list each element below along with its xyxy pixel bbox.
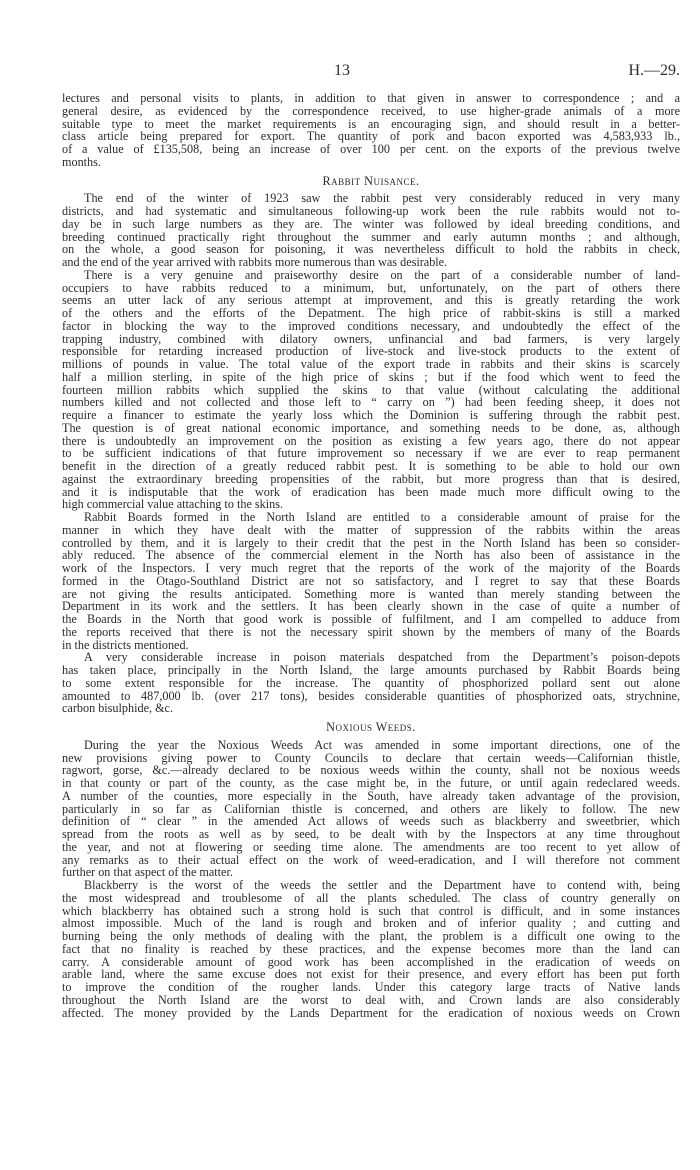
text-line: benefit in the direction of a greatly reduced rabbit pest. It is something to be able to hold our own — [62, 459, 680, 473]
paragraph — [62, 739, 680, 879]
text-line: carry. A considerable amount of good work has been accomplished in the eradication of weeds on — [62, 954, 680, 969]
text-line: to improve the condition of the rougher lands. Under this category large tracts of Native lands — [62, 980, 680, 994]
text-line: the year, and not at flowering or seeding time alone. The amendments are too recent to yet allow of — [62, 839, 680, 854]
text-line: ably reduced. The absence of the commercial element in the North has also been of assistance in the — [62, 548, 680, 563]
text-line: on the whole, a good season for poisoning, it was nevertheless difficult to hold the rabbits in check, — [62, 242, 680, 257]
text-line: Blackberry is the worst of the weeds the settler and the Department have to contend with, being — [84, 878, 680, 892]
text-line: millions of pounds in value. The total value of the export trade in rabbits and their skins is scarcely — [62, 357, 680, 371]
document-body — [62, 92, 680, 1019]
text-line: the most widespread and troublesome of all the plants scheduled. The class of country generally on — [62, 890, 680, 905]
text-line: seems an utter lack of any serious attempt at improvement, and this is greatly retarding the work — [62, 293, 680, 308]
text-line: require a financer to estimate the yearly loss which the Dominion is suffering through the rabbit pest. — [62, 408, 680, 422]
text-line: fact that no finality is reached by these practices, and the expense becomes more than the land can — [62, 941, 680, 956]
text-line: Department in its work and the settlers. It has been clearly shown in the case of quite a number of — [62, 599, 680, 614]
text-line: new provisions giving power to County Councils to declare that certain weeds—Californian thistle, — [62, 750, 680, 765]
document-reference: H.—29. — [628, 62, 680, 79]
text-line: controlled by them, and it is largely to their credit that the pest in the North Island has been so consider- — [62, 535, 680, 550]
text-line: high commercial value attaching to the skins. — [62, 497, 284, 512]
paragraph — [62, 269, 680, 511]
text-line: fourteen million rabbits which supplied the skins to that value (without calculating the additional — [62, 382, 680, 397]
text-line: breeding continued practically right throughout the summer and early autumn months ; and although, — [62, 229, 680, 244]
text-line: trapping industry, combined with dilatory owners, unfinancial and bad farmers, is very largely — [62, 331, 680, 346]
text-line: general desire, as evidenced by the correspondence received, to use higher-grade animals of a more — [62, 103, 680, 118]
text-line: arable land, where the same excuse does not exist for their presence, and every effort has been put forth — [62, 967, 680, 982]
paragraph — [62, 192, 680, 269]
text-line: carbon bisulphide, &c. — [62, 701, 174, 716]
text-line: and it is indisputable that the work of eradication has been made much more difficult owing to the — [62, 484, 680, 499]
text-line: to be sufficient indications of that future improvement so necessary if we are ever to reap permanent — [62, 446, 680, 461]
text-line: formed in the Otago-Southland District are not so satisfactory, and I regret to say that these Boards — [62, 573, 680, 588]
text-line: manner in which they have dealt with the matter of suppression of the rabbits within the areas — [62, 522, 680, 537]
text-line: of the others and the efforts of the Depatment. The high price of rabbit-skins is still a marked — [62, 306, 680, 320]
text-line: day be in such large numbers as they are. The winter was followed by ideal breeding conditions, and — [62, 216, 680, 231]
paragraph — [62, 92, 680, 169]
paragraph — [62, 511, 680, 651]
text-line: in the districts mentioned. — [62, 637, 189, 652]
text-line: responsible for retarding increased production of live-stock and live-stock products to the extent of — [62, 344, 680, 359]
text-line: The end of the winter of 1923 saw the rabbit pest very considerably reduced in very many — [84, 191, 680, 206]
text-line: to some extent responsible for the increase. The quantity of phosphorized pollard sent out alone — [62, 675, 680, 690]
text-line: throughout the North Island are the worst to deal with, and Crown lands are also considerably — [62, 992, 680, 1007]
text-line: work of the Inspectors. I very much regret that the reports of the work of the majority of the Boards — [62, 561, 680, 575]
paragraph — [62, 879, 680, 1019]
text-line: spread from the roots as well as by seed, to be dealt with by the Inspectors at any time throughout — [62, 827, 680, 841]
section-heading: Noxious Weeds. — [326, 720, 416, 734]
text-line: in that county or part of the county, as the case might be, in the future, or until again redeclared weeds. — [62, 776, 680, 790]
text-line: any remarks as to their actual effect on the work of weed-eradication, and I will therefore not comment — [62, 852, 680, 867]
text-line: the Boards in the North that good work is possible of fulfilment, and I am compelled to adduce from — [62, 612, 680, 626]
text-line: ragwort, gorse, &c.—already declared to be noxious weeds within the county, shall not be noxious weeds — [62, 763, 680, 778]
text-line: class article being prepared for export. The quantity of pork and bacon exported was 4,583,933 lb., — [62, 129, 680, 144]
text-line: numbers killed and not collected and those left to “ carry on ”) had been feeding sheep, it does not — [62, 395, 680, 410]
section-heading: Rabbit Nuisance. — [322, 173, 420, 188]
text-line: lectures and personal visits to plants, in addition to that given in answer to correspondence ; and a — [62, 91, 680, 105]
text-line: factor in blocking the way to the improved conditions necessary, and undoubtedly the effect of the — [62, 318, 680, 333]
text-line: The question is of great national economic importance, and something needs to be done, as, although — [62, 420, 680, 435]
text-line: there is undoubtedly an improvement on the position as existing a few years ago, there do not appear — [62, 433, 680, 448]
text-line: and the end of the year arrived with rabbits more numerous than was desirable. — [62, 255, 448, 269]
text-line: A number of the counties, more especially in the South, have already taken advantage of the provision, — [62, 788, 680, 803]
text-line: further on that aspect of the matter. — [62, 865, 233, 880]
text-line: months. — [62, 154, 101, 169]
text-line: amounted to 487,000 lb. (over 217 tons), besides considerable quantities of phosphorized oats, strychnine, — [62, 688, 680, 703]
text-line: affected. The money provided by the Lands Department for the eradication of noxious weeds on Crown — [62, 1005, 680, 1020]
paragraph — [62, 651, 680, 715]
text-line: the reports received that there is not the necessary spirit shown by the members of many of the Boards — [62, 624, 680, 639]
text-line: almost impossible. Much of the land is rough and broken and of inferior quality ; and cutting and — [62, 916, 680, 931]
text-line: definition of “ clear ” in the amended Act allows of weeds such as blackberry and sweetbrier, which — [62, 814, 680, 829]
page-number: 13 — [334, 62, 350, 79]
text-line: has taken place, principally in the North Island, the large amounts purchased by Rabbit Boards being — [62, 663, 680, 677]
text-line: half a million sterling, in spite of the high price of skins ; but if the food which went to feed the — [62, 369, 680, 384]
text-line: A very considerable increase in poison materials despatched from the Department’s poison-depots — [84, 650, 680, 665]
text-line: which blackberry has obtained such a strong hold is such that control is difficult, and in some instances — [62, 903, 680, 918]
text-line: Rabbit Boards formed in the North Island are entitled to a considerable amount of praise for the — [84, 510, 680, 524]
text-line: particularly in so far as Californian thistle is concerned, and others are likely to follow. The new — [62, 801, 680, 816]
text-line: districts, and had systematic and simultaneous following-up work been the rule rabbits would not to- — [62, 204, 680, 218]
text-line: During the year the Noxious Weeds Act was amended in some important directions, one of the — [84, 737, 680, 752]
text-line: of a value of £135,508, being an increase of over 100 per cent. on the exports of the previous twelve — [62, 142, 680, 156]
text-line: suitable type to meet the market requirements is an encouraging sign, and should result in a better- — [62, 116, 680, 131]
text-line: burning being the only methods of dealing with the plant, the problem is a difficult one owing to the — [62, 929, 680, 943]
text-line: There is a very genuine and praiseworthy desire on the part of a considerable number of land- — [84, 267, 680, 282]
text-line: against the extraordinary breeding propensities of the rabbit, but more progress than that is desired, — [62, 471, 680, 486]
text-line: are not giving the results anticipated. Something more is wanted than merely standing between the — [62, 586, 680, 601]
text-line: occupiers to have rabbits reduced to a minimum, but, unfortunately, on the part of others there — [62, 280, 680, 295]
